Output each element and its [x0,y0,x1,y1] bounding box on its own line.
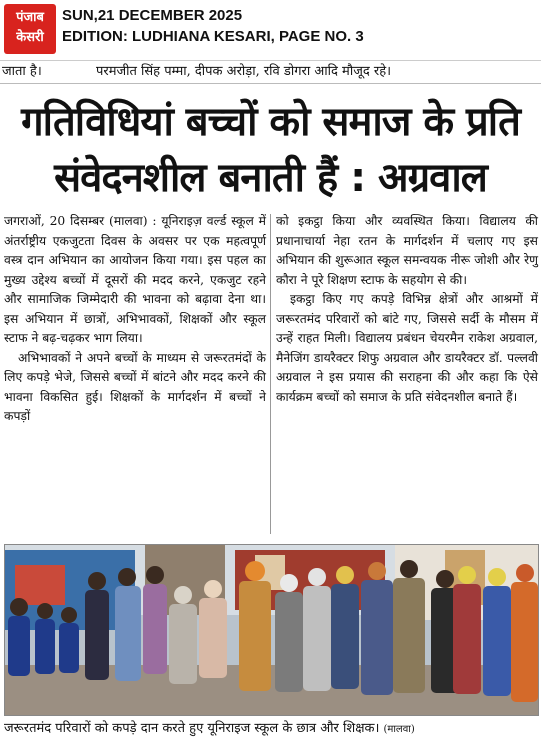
column-divider [270,214,271,534]
strip-right-text: परमजीत सिंह पम्मा, दीपक अरोड़ा, रवि डोगरा आदि मौजूद रहे। [96,64,392,79]
headline-line-1: गतिविधियां बच्चों को समाज के प्रति [21,99,520,145]
caption-source: (मालवा) [383,724,415,735]
photo-caption [4,718,537,742]
page-header [0,0,541,56]
logo-line-2: केसरी [16,30,44,45]
column1-paragraph-2: अभिभावकों ने अपने बच्चों के माध्यम से जरूरतमंदों के लिए कपड़े भेजे, जिससे बच्चों में बांटने और मदद करने की भावना विकसित हुई। शिक्षकों के मार्गदर्शन में बच्चों ने कपड़ों [4,350,266,423]
issue-date: SUN,21 DECEMBER 2025 [62,7,243,24]
logo-line-1: पंजाब [16,10,44,25]
group-photo-illustration [5,545,538,715]
headline-line-2: संवेदनशील बनाती हैं : अग्रवाल [54,155,487,201]
newspaper-logo [4,4,56,54]
previous-article-strip [0,60,541,84]
column2-paragraph-1: को इकट्ठा किया और व्यवस्थित किया। विद्यालय की प्रधानाचार्या नेहा रतन के मार्गदर्शन में चलाए गए इस अभियान की शुरूआत स्कूल समन्वयक नीरू जोशी और रेणु कौरा ने पूरे शिक्षण स्टाफ के सहयोग से की। [276,214,538,287]
column1-paragraph-1: जगराओं, 20 दिसम्बर (मालवा) : यूनिराइज़ वर्ल्ड स्कूल में अंतर्राष्ट्रीय एकजुटता दिवस के अवसर पर एक महत्वपूर्ण वस्त्र दान अभियान का आयोजन किया गया। इस पहल का मुख्य उद्देश्य बच्चों में दूसरों की मदद करने, एकजुट रहने और सामाजिक जिम्मेदारी की भावना को बढ़ावा देना था। इस अभियान में छात्रों, अभिभावकों, शिक्षकों और स्कूल स्टाफ ने बढ़-चढ़कर भाग लिया। [4,214,266,345]
caption-text: जरूरतमंद परिवारों को कपड़े दान करते हुए यूनिराइज स्कूल के छात्र और शिक्षक। [4,721,380,736]
news-photo [4,544,539,716]
article-column-1 [4,212,266,427]
article-column-2 [276,212,538,407]
edition-info: EDITION: LUDHIANA KESARI, PAGE NO. 3 [62,28,364,45]
strip-left-text: जाता है। [2,64,42,79]
column2-paragraph-2: इकट्ठा किए गए कपड़े विभिन्न क्षेत्रों और आश्रमों में जरूरतमंद परिवारों को बांटे गए, जिससे सर्दी के मौसम में उन्हें राहत मिली। विद्यालय प्रबंधन चेयरमैन राकेश अग्रवाल, मैनेजिंग डायरैक्टर शिफु अग्रवाल और डायरैक्टर डॉ. पल्लवी अग्रवाल ने इस प्रयास की सराहना की और कहा कि ऐसे कार्यक्रम बच्चों को समाज के प्रति संवेदनशील बनाते हैं। [276,292,538,404]
